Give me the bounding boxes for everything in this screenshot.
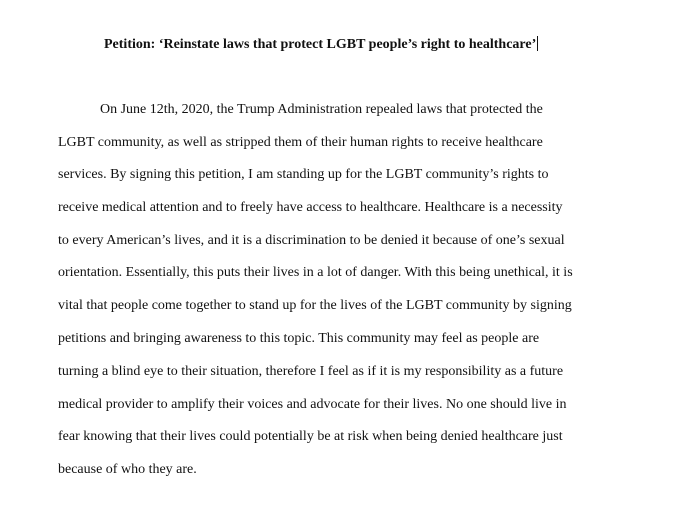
- body-line-1: On June 12th, 2020, the Trump Administration repealed laws that protected the: [100, 102, 543, 117]
- document-title: [104, 36, 538, 53]
- body-line-11: fear knowing that their lives could potentially be at risk when being denied healthcare just: [58, 429, 563, 444]
- body-line-12: because of who they are.: [58, 462, 197, 477]
- body-line-9: turning a blind eye to their situation, therefore I feel as if it is my responsibility as a future: [58, 364, 564, 379]
- text-cursor: [537, 36, 538, 51]
- document-title-text: Petition: ‘Reinstate laws that protect LGBT people’s right to healthcare’: [104, 37, 537, 52]
- body-line-3: services. By signing this petition, I am standing up for the LGBT community’s rights to: [58, 167, 549, 182]
- body-line-6: orientation. Essentially, this puts their lives in a lot of danger. With this being unethical, it is: [58, 265, 573, 280]
- body-line-2: LGBT community, as well as stripped them of their human rights to receive healthcare: [58, 135, 543, 150]
- body-line-4: receive medical attention and to freely have access to healthcare. Healthcare is a necessity: [58, 200, 563, 215]
- body-line-5: to every American’s lives, and it is a discrimination to be denied it because of one’s sexual: [58, 233, 565, 248]
- body-line-10: medical provider to amplify their voices and advocate for their lives. No one should live in: [58, 397, 567, 412]
- body-line-7: vital that people come together to stand up for the lives of the LGBT community by signing: [58, 298, 572, 313]
- body-line-8: petitions and bringing awareness to this topic. This community may feel as people are: [58, 331, 540, 346]
